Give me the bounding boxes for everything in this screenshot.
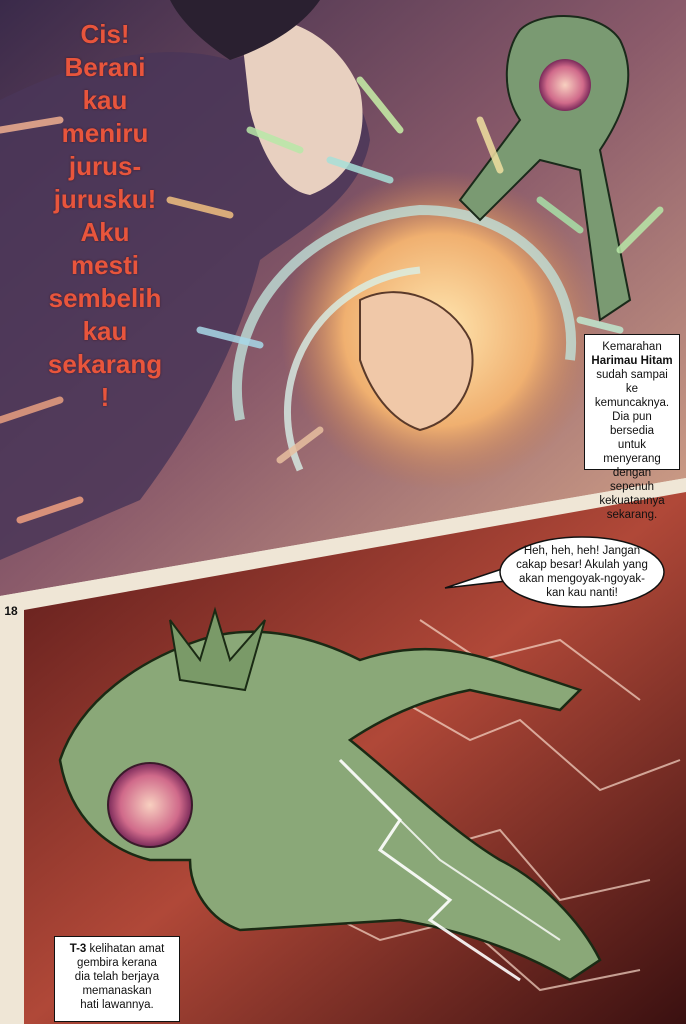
shout-line: sekarang [47,349,163,379]
shout-line: meniru [61,118,149,148]
caption-line: Kemarahan [602,341,662,353]
shout-line: kau [82,85,128,115]
caption-name: Harimau Hitam [591,355,673,367]
shout-line: ! [100,382,110,412]
shout-line: jurus- [68,151,142,181]
shout-line: Aku [80,217,130,247]
caption-line [61,942,173,956]
page-number: 18 [0,600,22,622]
shout-line: Cis! [80,19,130,49]
caption-box-bottom [54,936,180,1022]
caption-line-rest: kelihatan amat [86,943,165,955]
speech-bubble [500,538,664,606]
speech-line: cakap besar! Akulah yang [516,559,648,571]
speech-text [500,538,664,606]
shout-dialogue [20,18,190,414]
shout-line: Berani [64,52,146,82]
caption-line: kekuatannya [599,495,665,507]
caption-line: sudah sampai ke [596,369,668,395]
caption-line: memanaskan [82,985,152,997]
caption-box-top [584,334,680,521]
speech-line: Heh, heh, heh! Jangan [523,545,641,557]
caption-line: kemuncaknya. [594,397,670,409]
caption-name: T-3 [69,943,87,955]
caption-line: untuk menyerang [603,439,661,465]
caption-line: dengan sepenuh [609,467,655,493]
shout-line: jurusku! [53,184,157,214]
shout-line: mesti [71,250,139,280]
shout-line: sembelih [48,283,162,313]
caption-line: sekarang. [606,509,658,521]
caption-line: dia telah berjaya [74,971,160,983]
speech-line: akan mengoyak-ngoyak- [519,573,645,585]
caption-line: gembira kerana [77,957,157,969]
caption-line: Dia pun bersedia [609,411,655,437]
shout-line: kau [82,316,128,346]
caption-line: hati lawannya. [80,999,154,1011]
speech-line: kan kau nanti! [546,587,618,599]
